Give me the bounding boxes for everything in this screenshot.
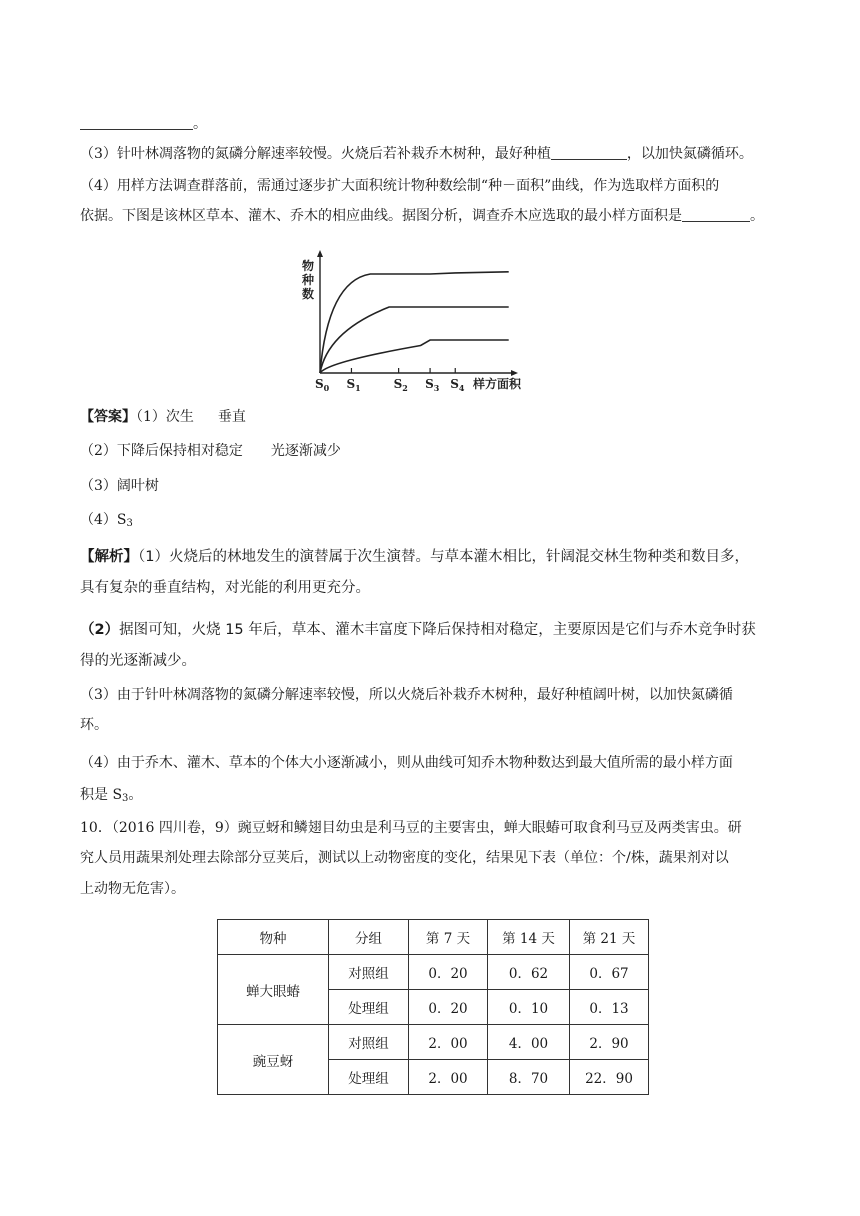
value-cell: 4．00 [488,1025,570,1060]
x-axis-label: 样方面积 [473,377,522,391]
table-header-row [218,920,649,955]
table-header: 第 14 天 [488,920,570,955]
previous-answer-line: 。 [80,110,780,138]
group-cell: 处理组 [329,990,409,1025]
table-header: 第 21 天 [570,920,649,955]
x-axis-arrow [511,370,518,376]
species-cell: 豌豆蚜 [218,1025,329,1095]
table-header: 分组 [329,920,409,955]
analysis-3-line-1: （3）由于针叶林凋落物的氮磷分解速率较慢，所以火烧后补栽乔木树种，最好种植阔叶树，以加快氮磷循 [80,687,733,703]
curve-1 [320,272,509,373]
density-table [217,919,649,1095]
curve-3 [320,340,509,373]
answer-blank [80,115,193,130]
analysis-1-line-1: 【解析】（1）火烧后的林地发生的演替属于次生演替。与草本灌木相比，针阔混交林生物种类和数目多， [80,549,749,565]
value-cell: 8．70 [488,1060,570,1095]
question-3: （3）针叶林凋落物的氮磷分解速率较慢。火烧后若补栽乔木树种，最好种植 ，以加快氮磷循环。 [80,146,753,162]
answer-1: 【答案】（1）次生 垂直 [80,409,246,425]
table-header: 第 7 天 [409,920,488,955]
answer-blank [551,145,627,160]
question-10-line-3: 上动物无危害）。 [80,881,185,897]
y-axis-arrow [317,250,323,257]
y-axis-label: 物种数 [302,259,315,301]
answer-4: $(4)S_3$ [80,512,133,529]
x-tick-label: $S_2$ [393,377,408,393]
question-10-line-1: 10．（2016 四川卷，9）豌豆蚜和鳞翅目幼虫是利马豆的主要害虫，蝉大眼蝽可取食利马豆及两类害虫。研 [80,820,742,836]
value-cell: 2．90 [570,1025,649,1060]
x-ticks [315,368,465,393]
table-header: 物种 [218,920,329,955]
value-cell: 0．20 [409,955,488,990]
x-tick-label: $S_0$ [315,377,330,393]
x-tick-label: $S_1$ [346,377,361,393]
analysis-1-line-2: 具有复杂的垂直结构，对光能的利用更充分。 [80,580,370,596]
analysis-4-line-1: （4）由于乔木、灌木、草本的个体大小逐渐减小，则从曲线可知乔木物种数达到最大值所需的最小样方面 [80,755,733,771]
question-10-line-2: 究人员用蔬果剂处理去除部分豆荚后，测试以上动物密度的变化，结果见下表（单位：个/株，蔬果剂对以 [80,850,729,866]
species-area-curve-figure [290,248,540,398]
group-cell: 对照组 [329,1025,409,1060]
x-tick-label: $S_3$ [425,377,440,393]
analysis-2-line-2: 得的光逐渐减少。 [80,653,196,669]
answer-2: （2）下降后保持相对稳定 光逐渐减少 [80,443,341,459]
value-cell: 0．10 [488,990,570,1025]
question-4-line-2: 依据。下图是该林区草本、灌木、乔木的相应曲线。据图分析，调查乔木应选取的最小样方面积是 。 [80,208,764,224]
x-tick-label: $S_4$ [450,377,465,393]
value-cell: 2．00 [409,1060,488,1095]
value-cell: 22．90 [570,1060,649,1095]
table-row [218,955,649,990]
table-row [218,1025,649,1060]
group-cell: 处理组 [329,1060,409,1095]
analysis-3-line-2: 环。 [80,717,108,733]
species-cell: 蝉大眼蝽 [218,955,329,1025]
answer-3: （3）阔叶树 [80,478,159,494]
analysis-4-line-2: 积是 $S_3$。 [80,787,143,804]
value-cell: 0．20 [409,990,488,1025]
group-cell: 对照组 [329,955,409,990]
question-4-line-1: （4）用样方法调查群落前，需通过逐步扩大面积统计物种数绘制“种－面积”曲线，作为选取样方面积的 [80,178,720,194]
value-cell: 0．13 [570,990,649,1025]
value-cell: 0．67 [570,955,649,990]
value-cell: 2．00 [409,1025,488,1060]
curves-group [320,272,509,373]
analysis-label: 【解析】 [80,549,138,565]
value-cell: 0．62 [488,955,570,990]
answer-blank [682,207,750,222]
analysis-2-line-1: （2）据图可知，火烧 15 年后，草本、灌木丰富度下降后保持相对稳定，主要原因是它们与乔木竞争时获 [80,622,756,638]
answer-label: 【答案】 [80,409,136,425]
